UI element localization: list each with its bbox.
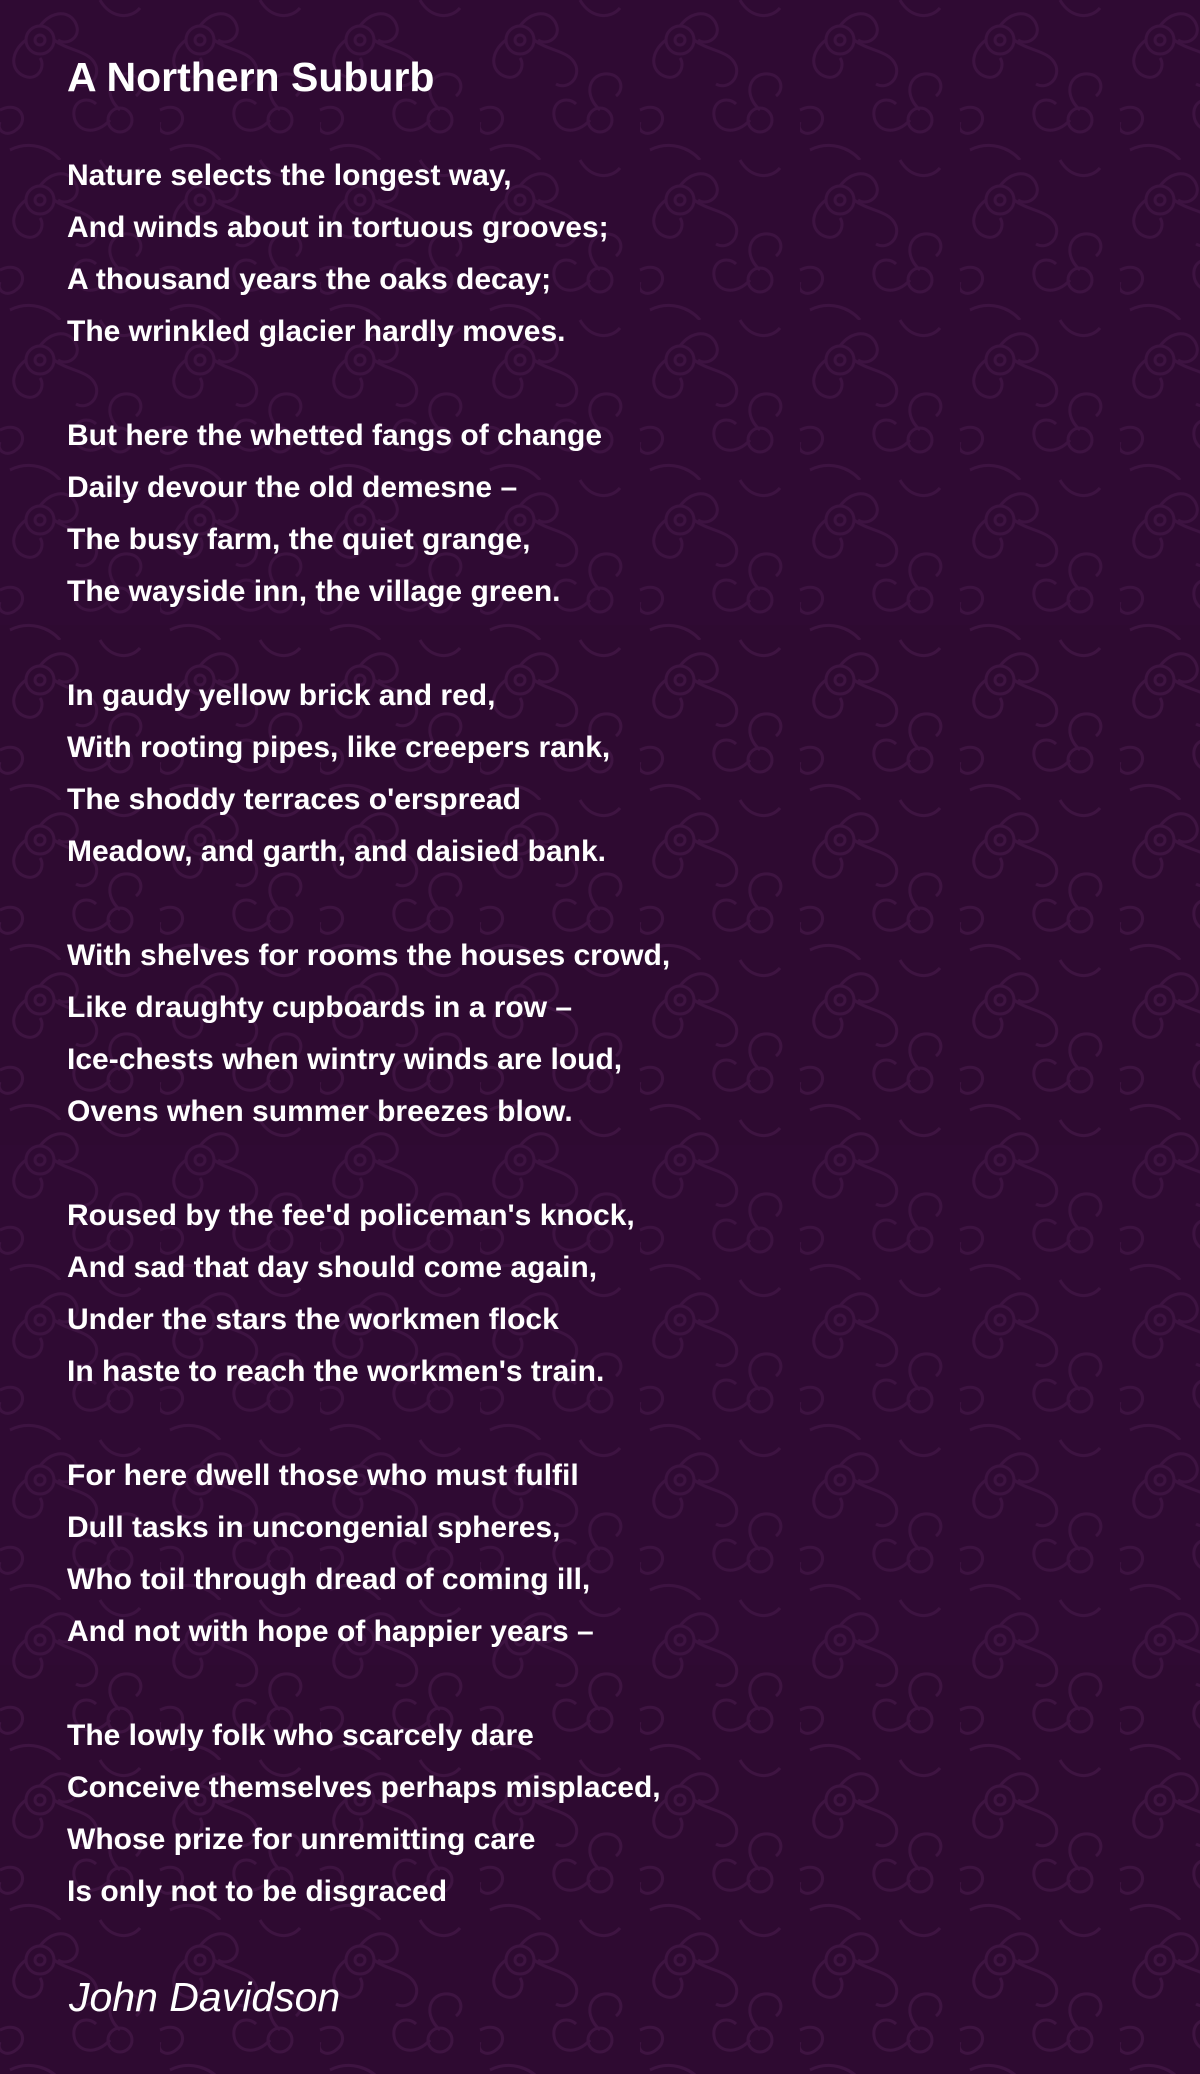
poem-line: The wayside inn, the village green. (67, 575, 561, 608)
poem-line: And not with hope of happier years – (67, 1615, 594, 1648)
stanza (67, 1190, 670, 1398)
poem-line: With rooting pipes, like creepers rank, (67, 731, 611, 764)
poem-line: In haste to reach the workmen's train. (67, 1355, 605, 1388)
stanza (67, 670, 670, 878)
poem-line: Roused by the fee'd policeman's knock, (67, 1199, 635, 1232)
poem-line: Who toil through dread of coming ill, (67, 1563, 591, 1596)
poem-line: The shoddy terraces o'erspread (67, 783, 521, 816)
poem-line: Nature selects the longest way, (67, 159, 512, 192)
poem-line: But here the whetted fangs of change (67, 419, 603, 452)
poem-line: Conceive themselves perhaps misplaced, (67, 1771, 661, 1804)
stanza (67, 1450, 670, 1658)
stanza (67, 1710, 670, 1918)
poem-body (67, 150, 670, 1970)
poem-line: Under the stars the workmen flock (67, 1303, 559, 1336)
poem-line: The wrinkled glacier hardly moves. (67, 315, 566, 348)
poem-author: John Davidson (69, 1974, 341, 2020)
poem-line: With shelves for rooms the houses crowd, (67, 939, 671, 972)
poem-line: The lowly folk who scarcely dare (67, 1719, 534, 1752)
poem-line: A thousand years the oaks decay; (67, 263, 552, 296)
stanza (67, 150, 670, 358)
poem-line: Like draughty cupboards in a row – (67, 991, 573, 1024)
poem-line: Ovens when summer breezes blow. (67, 1095, 573, 1128)
stanza (67, 410, 670, 618)
poem-line: Dull tasks in uncongenial spheres, (67, 1511, 561, 1544)
poem-title: A Northern Suburb (67, 54, 435, 100)
poem-line: Daily devour the old demesne – (67, 471, 518, 504)
poem-line: Whose prize for unremitting care (67, 1823, 536, 1856)
poem-line: And winds about in tortuous grooves; (67, 211, 609, 244)
poem-line: In gaudy yellow brick and red, (67, 679, 496, 712)
poem-line: And sad that day should come again, (67, 1251, 598, 1284)
poem-line: For here dwell those who must fulfil (67, 1459, 579, 1492)
stanza (67, 930, 670, 1138)
poem-line: Meadow, and garth, and daisied bank. (67, 835, 606, 868)
poem-line: The busy farm, the quiet grange, (67, 523, 531, 556)
poem-line: Ice-chests when wintry winds are loud, (67, 1043, 623, 1076)
poem-line: Is only not to be disgraced (67, 1875, 448, 1908)
